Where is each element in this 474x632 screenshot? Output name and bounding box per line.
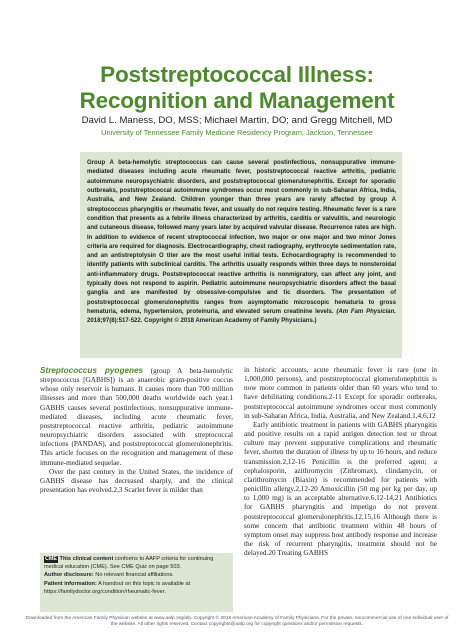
patient-info-label: Patient information:: [44, 581, 97, 588]
lede-term: Streptococcus pyogenes: [40, 366, 144, 375]
affiliation: University of Tennessee Family Medicine Residency Program, Jackson, Tennessee: [101, 128, 373, 137]
abstract-box: [80, 152, 402, 358]
cme-box: [40, 553, 233, 612]
cme-statement: [44, 556, 229, 571]
left-paragraph-1-text: (group A beta-hemolytic streptococcus [GABHS]) is an anaerobic gram-positive coccus whose only reservoir is humans. It causes more than 700 million illnesses and more than 500,000 deaths worldwide each year.1 GABHS causes several postinfectious, nonsuppurative immune-mediated diseases, including acute rheumatic fever, poststreptococcal reactive arthritis, pediatric autoimmune neuropsychiatric disorders associated with streptococcal infections (PANDAS), and poststreptococcal glomerulonephritis. This article focuses on the recognition and management of these immune-mediated sequelae.: [40, 367, 233, 467]
right-column: [244, 366, 437, 558]
abstract-citation: 2018;97(8):517-522. Copyright © 2018 American Academy of Family Physicians.): [87, 318, 317, 325]
left-column: [40, 366, 233, 495]
patient-info-text: A handout on this topic is available at https://familydoctor.org/condition/rheumatic-fever.: [44, 581, 191, 595]
abstract-text: Group A beta-hemolytic streptococcus can cause several postinfectious, nonsuppurative immune-mediated diseases including acute rheumatic fever, poststreptococcal reactive arthritis, pediatric autoimmune neuropsychiatric disorders, and poststreptococcal glomerulonephritis. Except for sporadic outbreaks, poststreptococcal autoimmune syndromes occur most commonly in sub-Saharan Africa, India, Australia, and New Zealand. Children younger than three years are rarely affected by group A streptococcus pharyngitis or rheumatic fever, and usually do not require testing. Rheumatic fever is a rare condition that presents as a febrile illness characterized by arthritis, carditis or valvulitis, and neurologic and cutaneous disease, followed many years later by acquired valvular disease. Recurrence rates are high. In addition to evidence of recent streptococcal infection, two major or one major and two minor Jones criteria are required for diagnosis. Electrocardiography, chest radiography, erythrocyte sedimentation rate, and an antistreptolysin O titer are the most useful initial tests. Echocardiography is recommended to identify patients with subclinical carditis. The arthritis usually responds within three days to nonsteroidal anti-inflammatory drugs. Poststreptococcal reactive arthritis is nonmigratory, can affect any joint, and typically does not respond to aspirin. Pediatric autoimmune neuropsychiatric disorders affect the basal ganglia and are manifested by obsessive-compulsive and tic disorders. The presentation of poststreptococcal glomerulonephritis ranges from asymptomatic microscopic hematuria to gross hematuria, edema, hypertension, proteinuria, and elevated serum creatinine levels.: [87, 160, 396, 315]
copyright-footer: Downloaded from the American Family Physician website at www.aafp.org/afp. Copyright © 2018 American Academy of Family Physicians. For the private, noncommercial use of one individual user of the website. All other rights reserved. Contact copyrights@aafp.org for copyright questions and/or permission requests.: [25, 616, 449, 628]
disclosure-label: Author disclosure:: [44, 572, 94, 579]
author-disclosure: [44, 572, 229, 580]
right-paragraph-2: Early antibiotic treatment in patients with GABHS pharyngitis and positive results on a rapid antigen detection test or throat culture may prevent suppurative complications and rheumatic fever, shorten the duration of illness by up to 16 hours, and reduce transmission.2,12-16 Penicillin is the preferred agent; a cephalosporin, azithromycin (Zithromax), clindamycin, or clarithromycin (Biaxin) is recommended for patients with penicillin allergy.2,12-20 Amoxicillin (50 mg per kg per day, up to 1,000 mg) is an acceptable alternative.6,12-14,21 Antibiotics for GABHS pharyngitis and impetigo do not prevent poststreptococcal glomerulonephritis.12,15,16 Although there is some concern that antibiotic treatment within 48 hours of symptom onset may suppress host antibody response and increase the risk of recurrent pharyngitis, treatment should not be delayed.20 Treating GABHS: [244, 420, 437, 558]
abstract-citation-journal: (Am Fam Physician.: [336, 309, 396, 315]
cme-label: This clinical content: [59, 556, 114, 562]
left-paragraph-1: [40, 366, 233, 468]
cme-badge: CME: [45, 556, 57, 562]
article-title-line-1: Poststreptococcal Illness:: [100, 62, 374, 87]
article-title-line-2: Recognition and Management: [79, 88, 395, 113]
patient-information: [44, 581, 229, 596]
disclosure-text: No relevant financial affiliations.: [93, 572, 174, 579]
left-paragraph-2: Over the past century in the United States, the incidence of GABHS disease has decreased sharply, and the clinical presentation has evolved.2,3 Scarlet fever is milder than: [40, 467, 233, 495]
authors: David L. Maness, DO, MSS; Michael Martin, DO; and Gregg Mitchell, MD: [81, 115, 393, 126]
right-paragraph-1: in historic accounts, acute rheumatic fever is rare (one in 1,000,000 persons), and poststreptococcal glomerulonephritis is now more common in patients older than 60 years who tend to have debilitating conditions.2-11 Except for sporadic outbreaks, poststreptococcal autoimmune syndromes occur most commonly in sub-Saharan Africa, India, Australia, and New Zealand.1,4,6,12: [244, 366, 437, 420]
cme-text: conforms to AAFP criteria for continuing medical education (CME). See CME Quiz on page 503.: [44, 556, 214, 570]
